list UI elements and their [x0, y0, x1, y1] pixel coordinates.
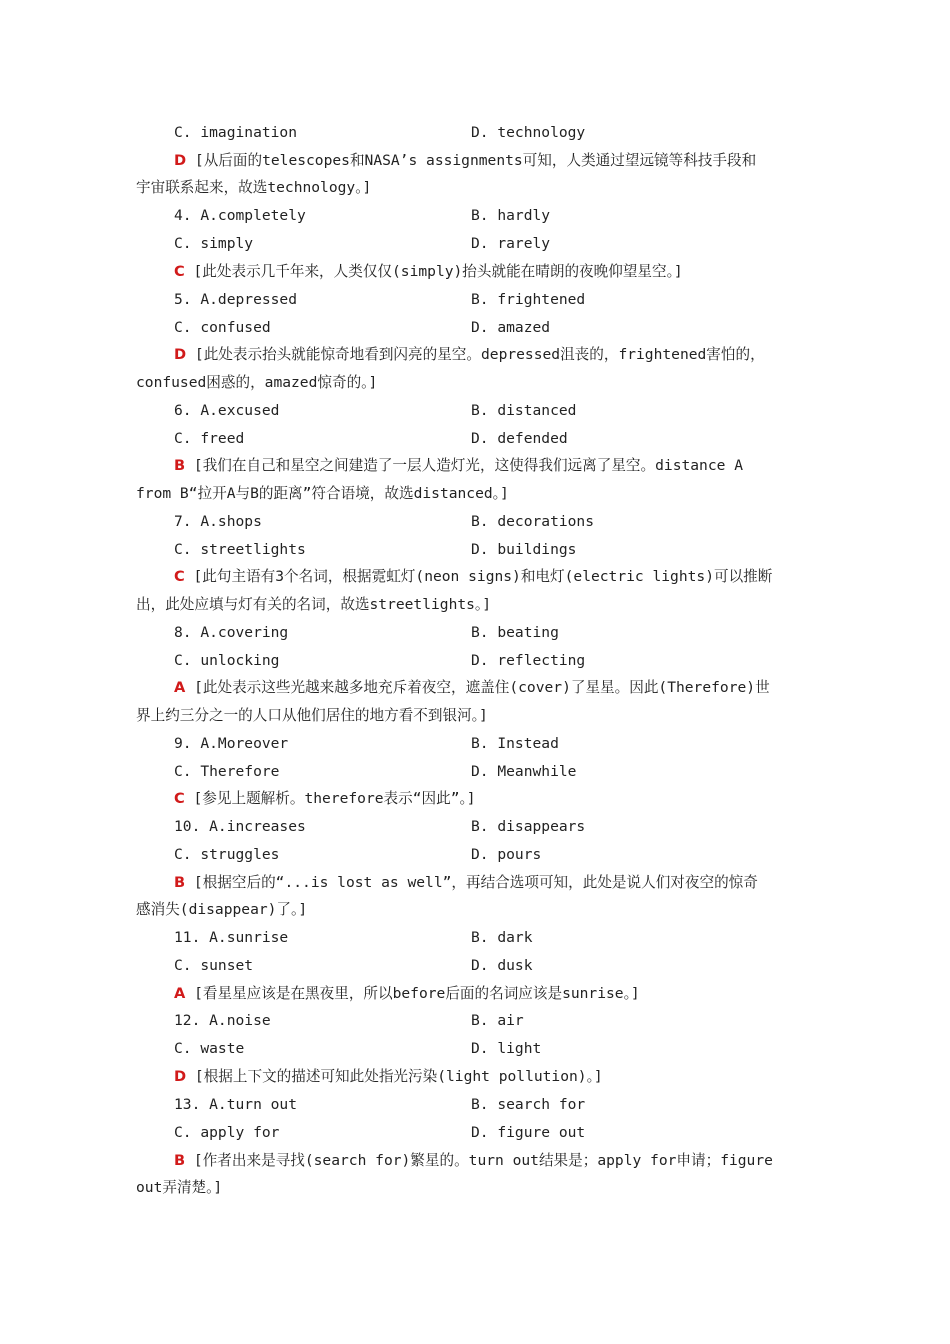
- answer-letter: C: [174, 790, 185, 807]
- answer-letter: B: [174, 874, 186, 891]
- option-right: D. amazed: [471, 319, 551, 336]
- explanation-text: [我们在自己和星空之间建造了一层人造灯光，这使得我们远离了星空。distance A: [193, 457, 743, 474]
- explanation-line: [174, 1067, 603, 1087]
- explanation-text: [此处表示抬头就能惊奇地看到闪亮的星空。depressed沮丧的，frightened害怕的，: [194, 346, 765, 363]
- explanation-continuation: 界上约三分之一的人口从他们居住的地方看不到银河。]: [136, 707, 488, 724]
- option-left: 7. A.shops: [174, 513, 262, 530]
- explanation-continuation: out弄清楚。]: [136, 1179, 223, 1196]
- explanation-text: [参见上题解析。therefore表示“因此”。]: [193, 790, 476, 807]
- option-right: B. distanced: [471, 402, 577, 419]
- explanation-text: [此处表示这些光越来越多地充斥着夜空，遮盖住(cover)了星星。因此(Therefore)世: [194, 679, 770, 696]
- answer-letter: B: [174, 1152, 186, 1169]
- explanation-text: [根据上下文的描述可知此处指光污染(light pollution)。]: [194, 1068, 603, 1085]
- option-left: 8. A.covering: [174, 624, 289, 641]
- explanation-text: [从后面的telescopes和NASA’s assignments可知，人类通过望远镜等科技手段和: [194, 152, 757, 169]
- explanation-line: [174, 984, 640, 1004]
- explanation-line: [174, 151, 756, 171]
- option-right: D. reflecting: [471, 652, 586, 669]
- option-left: 12. A.noise: [174, 1012, 271, 1029]
- answer-letter: D: [174, 152, 187, 169]
- explanation-text: [作者出来是寻找(search for)繁星的。turn out结果是；apply for申请；figure: [193, 1152, 773, 1169]
- answer-letter: C: [174, 568, 185, 585]
- explanation-line: [174, 345, 765, 365]
- option-left: 9. A.Moreover: [174, 735, 289, 752]
- explanation-continuation: 出，此处应填与灯有关的名词，故选streetlights。]: [136, 596, 492, 613]
- option-left: C. streetlights: [174, 541, 306, 558]
- option-left: C. unlocking: [174, 652, 280, 669]
- explanation-continuation: 宇宙联系起来，故选technology。]: [136, 179, 372, 196]
- option-left: 10. A.increases: [174, 818, 306, 835]
- option-right: B. dark: [471, 929, 533, 946]
- option-left: 13. A.turn out: [174, 1096, 298, 1113]
- option-right: D. Meanwhile: [471, 763, 577, 780]
- explanation-line: [174, 456, 743, 476]
- option-right: B. search for: [471, 1096, 586, 1113]
- option-right: B. beating: [471, 624, 559, 641]
- option-right: D. defended: [471, 430, 568, 447]
- option-right: D. pours: [471, 846, 542, 863]
- option-left: 11. A.sunrise: [174, 929, 289, 946]
- option-left: 4. A.completely: [174, 207, 306, 224]
- option-left: C. imagination: [174, 124, 298, 141]
- option-right: D. buildings: [471, 541, 577, 558]
- answer-letter: C: [174, 263, 185, 280]
- option-right: B. Instead: [471, 735, 559, 752]
- explanation-line: [174, 789, 476, 809]
- answer-letter: A: [174, 985, 186, 1002]
- answer-letter: D: [174, 1068, 187, 1085]
- explanation-line: [174, 262, 683, 282]
- explanation-continuation: confused困惑的，amazed惊奇的。]: [136, 374, 378, 391]
- option-right: D. light: [471, 1040, 542, 1057]
- explanation-line: [174, 873, 758, 893]
- explanation-text: [看星星应该是在黑夜里，所以before后面的名词应该是sunrise。]: [194, 985, 640, 1002]
- option-right: B. air: [471, 1012, 524, 1029]
- option-right: D. rarely: [471, 235, 551, 252]
- option-left: C. confused: [174, 319, 271, 336]
- option-left: C. apply for: [174, 1124, 280, 1141]
- option-left: C. struggles: [174, 846, 280, 863]
- explanation-continuation: from B“拉开A与B的距离”符合语境，故选distanced。]: [136, 485, 509, 502]
- answer-letter: B: [174, 457, 186, 474]
- answer-letter: A: [174, 679, 186, 696]
- option-right: D. dusk: [471, 957, 533, 974]
- explanation-continuation: 感消失(disappear)了。]: [136, 901, 308, 918]
- option-right: B. frightened: [471, 291, 586, 308]
- option-right: B. hardly: [471, 207, 551, 224]
- option-right: D. technology: [471, 124, 586, 141]
- explanation-text: [此处表示几千年来，人类仅仅(simply)抬头就能在晴朗的夜晚仰望星空。]: [193, 263, 683, 280]
- option-left: C. Therefore: [174, 763, 280, 780]
- option-right: B. disappears: [471, 818, 586, 835]
- option-left: C. sunset: [174, 957, 254, 974]
- explanation-line: [174, 1151, 773, 1171]
- answer-letter: D: [174, 346, 187, 363]
- option-left: C. freed: [174, 430, 245, 447]
- option-left: 6. A.excused: [174, 402, 280, 419]
- option-right: B. decorations: [471, 513, 595, 530]
- option-left: C. waste: [174, 1040, 245, 1057]
- explanation-line: [174, 678, 770, 698]
- explanation-line: [174, 567, 772, 587]
- option-right: D. figure out: [471, 1124, 586, 1141]
- explanation-text: [此句主语有3个名词，根据霓虹灯(neon signs)和电灯(electric lights)可以推断: [193, 568, 773, 585]
- option-left: 5. A.depressed: [174, 291, 298, 308]
- option-left: C. simply: [174, 235, 254, 252]
- explanation-text: [根据空后的“...is lost as well”，再结合选项可知，此处是说人们对夜空的惊奇: [193, 874, 758, 891]
